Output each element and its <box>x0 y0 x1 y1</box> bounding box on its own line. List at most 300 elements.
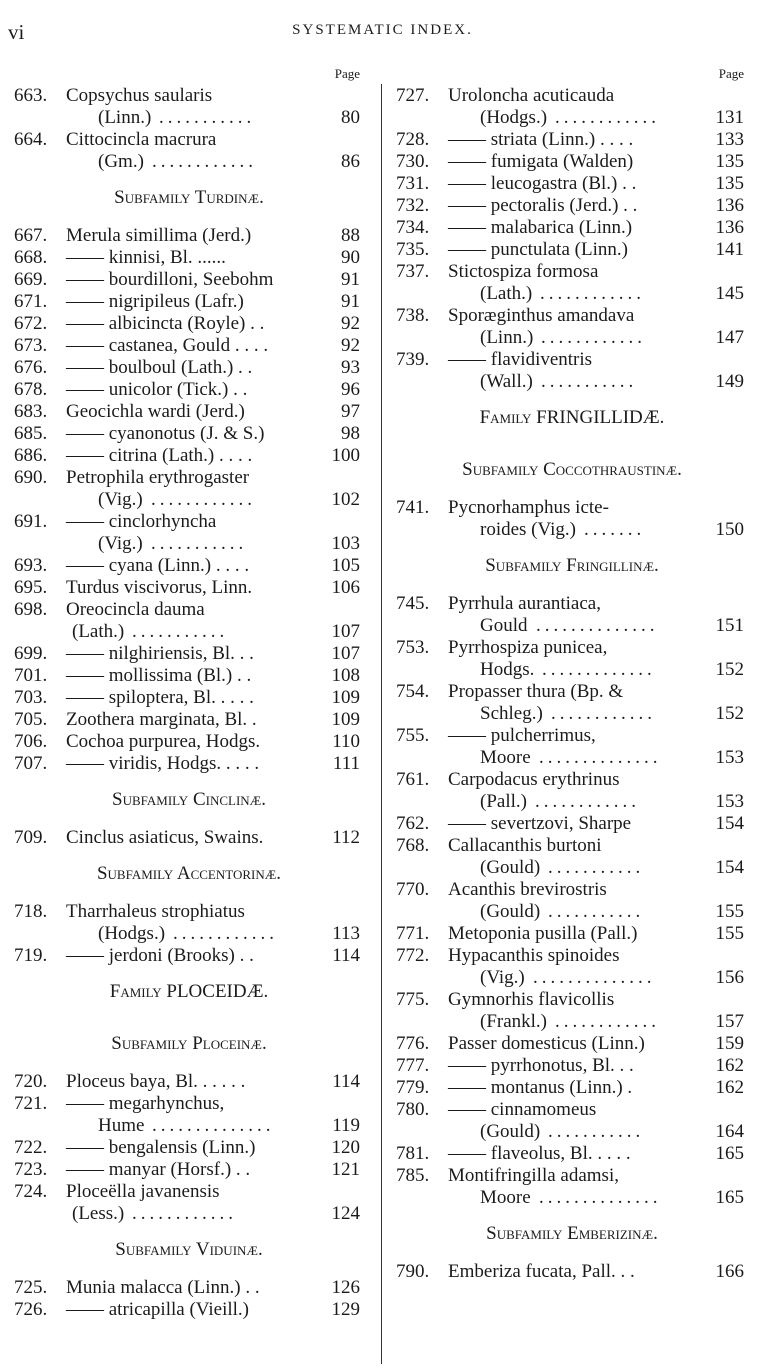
entry-number: 719. <box>14 945 48 966</box>
entry-name: —— cinclorhyncha <box>66 511 217 532</box>
entry-number: 776. <box>396 1033 430 1054</box>
leader-dots: ............ <box>555 1011 660 1032</box>
index-entry <box>14 827 364 849</box>
page-ref: 114 <box>332 1071 360 1092</box>
index-entry <box>396 107 748 129</box>
entry-authority: Gould <box>480 615 528 636</box>
index-entry <box>396 725 748 747</box>
leader-dots: ............ <box>173 923 278 944</box>
page-ref: 91 <box>341 269 360 290</box>
entry-name: Passer domesticus (Linn.) <box>448 1033 645 1054</box>
page-ref: 149 <box>715 371 744 392</box>
entry-name: Carpodacus erythrinus <box>448 769 620 790</box>
index-entry <box>396 1077 748 1099</box>
index-entry <box>396 173 748 195</box>
page-ref: 109 <box>331 709 360 730</box>
index-entry <box>396 327 748 349</box>
section-heading: Subfamily Fringillinæ. <box>485 555 659 576</box>
entry-authority: (Lath.) <box>480 283 533 304</box>
entry-number: 671. <box>14 291 48 312</box>
index-entry <box>14 555 364 577</box>
entry-name: Ploceus baya, Bl. . . . . . <box>66 1071 246 1092</box>
page-ref: 164 <box>715 1121 744 1142</box>
page-ref: 166 <box>715 1261 744 1282</box>
index-entry <box>396 371 748 393</box>
page-ref: 105 <box>331 555 360 576</box>
entry-name: Propasser thura (Bp. & <box>448 681 624 702</box>
page-ref: 162 <box>715 1055 744 1076</box>
page-ref: 155 <box>715 923 744 944</box>
entry-number: 703. <box>14 687 48 708</box>
index-entry <box>396 1055 748 1077</box>
index-entry <box>14 401 364 423</box>
leader-dots: ............ <box>152 151 257 172</box>
index-entry <box>14 423 364 445</box>
page-ref: 153 <box>715 747 744 768</box>
entry-name: —— leucogastra (Bl.) . . <box>448 173 637 194</box>
entry-name: —— castanea, Gould . . . . <box>66 335 269 356</box>
entry-number: 705. <box>14 709 48 730</box>
entry-number: 686. <box>14 445 48 466</box>
index-entry <box>14 1181 364 1203</box>
index-entry <box>396 519 748 541</box>
section-heading: Subfamily Viduinæ. <box>115 1239 263 1260</box>
entry-number: 701. <box>14 665 48 686</box>
index-entry <box>396 923 748 945</box>
index-entry <box>396 1011 748 1033</box>
index-entry <box>396 857 748 879</box>
entry-authority: (Vig.) <box>480 967 525 988</box>
page-ref: 129 <box>331 1299 360 1320</box>
leader-dots: .............. <box>539 747 662 768</box>
index-entry <box>14 643 364 665</box>
entry-name: —— manyar (Horsf.) . . <box>66 1159 251 1180</box>
index-entry <box>14 85 364 107</box>
index-entry <box>396 747 748 769</box>
entry-name: Oreocincla dauma <box>66 599 205 620</box>
entry-authority: (Less.) <box>72 1203 125 1224</box>
page-ref: 156 <box>715 967 744 988</box>
index-entry <box>14 1115 364 1137</box>
entry-name: —— severtzovi, Sharpe <box>448 813 632 834</box>
leader-dots: .............. <box>539 1187 662 1208</box>
index-entry <box>396 85 748 107</box>
index-entry <box>396 989 748 1011</box>
index-entry <box>14 291 364 313</box>
page-ref: 136 <box>715 195 744 216</box>
entry-number: 739. <box>396 349 430 370</box>
entry-number: 777. <box>396 1055 430 1076</box>
entry-authority: (Hodgs.) <box>98 923 166 944</box>
index-entry <box>396 945 748 967</box>
index-entry <box>14 467 364 489</box>
section-heading: Family FRINGILLIDÆ. <box>479 407 665 428</box>
page-ref: 96 <box>341 379 360 400</box>
leader-dots: ........... <box>151 533 248 554</box>
index-entry <box>14 1277 364 1299</box>
entry-name: Sporæginthus amandava <box>448 305 635 326</box>
entry-name: Cinclus asiaticus, Swains. <box>66 827 264 848</box>
entry-number: 723. <box>14 1159 48 1180</box>
entry-number: 722. <box>14 1137 48 1158</box>
entry-number: 668. <box>14 247 48 268</box>
entry-number: 754. <box>396 681 430 702</box>
page-ref: 109 <box>331 687 360 708</box>
page-ref: 100 <box>331 445 360 466</box>
entry-authority: (Gould) <box>480 857 541 878</box>
page-ref: 91 <box>341 291 360 312</box>
page-ref: 133 <box>715 129 744 150</box>
entry-authority: (Vig.) <box>98 533 143 554</box>
page-ref: 110 <box>332 731 360 752</box>
page-ref: 151 <box>715 615 744 636</box>
page-ref: 124 <box>331 1203 360 1224</box>
entry-number: 737. <box>396 261 430 282</box>
page-ref: 165 <box>715 1143 744 1164</box>
entry-name: Ploceëlla javanensis <box>66 1181 220 1202</box>
index-entry <box>396 129 748 151</box>
page-ref: 107 <box>331 621 360 642</box>
entry-authority: Moore <box>480 1187 531 1208</box>
entry-name: —— viridis, Hodgs. . . . . <box>66 753 260 774</box>
page-ref: 136 <box>715 217 744 238</box>
section-heading: Family PLOCEIDÆ. <box>109 981 269 1002</box>
entry-name: Zoothera marginata, Bl. . <box>66 709 257 730</box>
index-entry <box>396 813 748 835</box>
entry-name: —— punctulata (Linn.) <box>448 239 628 260</box>
index-entry <box>396 1187 748 1209</box>
index-entry <box>14 753 364 775</box>
page-title: SYSTEMATIC INDEX. <box>292 22 473 38</box>
entry-number: 728. <box>396 129 430 150</box>
entry-number: 725. <box>14 1277 48 1298</box>
leader-dots: ........... <box>132 621 229 642</box>
column-divider <box>381 84 382 1364</box>
entry-number: 676. <box>14 357 48 378</box>
page-ref: 159 <box>715 1033 744 1054</box>
page-column-label: Page <box>334 66 360 81</box>
entry-name: Pyrrhula aurantiaca, <box>448 593 601 614</box>
page-ref: 112 <box>332 827 360 848</box>
entry-name: —— flavidiventris <box>448 349 593 370</box>
page-header <box>0 20 765 44</box>
index-entry <box>14 489 364 511</box>
entry-name: Acanthis brevirostris <box>448 879 607 900</box>
leader-dots: ........... <box>548 1121 645 1142</box>
entry-authority: (Vig.) <box>98 489 143 510</box>
entry-number: 762. <box>396 813 430 834</box>
page-ref: 162 <box>715 1077 744 1098</box>
entry-number: 771. <box>396 923 430 944</box>
entry-name: Emberiza fucata, Pall. . . <box>448 1261 635 1282</box>
leader-dots: ............ <box>551 703 656 724</box>
leader-dots: .............. <box>533 967 656 988</box>
entry-number: 745. <box>396 593 430 614</box>
entry-name: Turdus viscivorus, Linn. <box>66 577 253 598</box>
page-ref: 120 <box>331 1137 360 1158</box>
entry-name: —— montanus (Linn.) . <box>448 1077 633 1098</box>
index-entry <box>396 967 748 989</box>
entry-number: 678. <box>14 379 48 400</box>
entry-number: 732. <box>396 195 430 216</box>
entry-authority: Schleg.) <box>480 703 543 724</box>
entry-name: —— nigripileus (Lafr.) <box>66 291 244 312</box>
page-ref: 88 <box>341 225 360 246</box>
entry-number: 730. <box>396 151 430 172</box>
index-entry <box>14 379 364 401</box>
index-entry <box>14 533 364 555</box>
entry-name: Cochoa purpurea, Hodgs. <box>66 731 261 752</box>
page-ref: 153 <box>715 791 744 812</box>
entry-name: —— albicincta (Royle) . . <box>66 313 265 334</box>
index-entry <box>14 621 364 643</box>
index-entry <box>14 313 364 335</box>
page-ref: 165 <box>715 1187 744 1208</box>
entry-number: 785. <box>396 1165 430 1186</box>
leader-dots: ............ <box>540 283 645 304</box>
entry-name: Munia malacca (Linn.) . . <box>66 1277 260 1298</box>
entry-name: Gymnorhis flavicollis <box>448 989 615 1010</box>
entry-number: 772. <box>396 945 430 966</box>
entry-name: —— nilghiriensis, Bl. . . <box>66 643 254 664</box>
index-entry <box>14 1137 364 1159</box>
entry-name: —— bengalensis (Linn.) <box>66 1137 256 1158</box>
index-entry <box>14 335 364 357</box>
index-entry <box>396 615 748 637</box>
index-entry <box>396 593 748 615</box>
entry-name: —— kinnisi, Bl. ...... <box>66 247 226 268</box>
entry-number: 707. <box>14 753 48 774</box>
page-ref: 145 <box>715 283 744 304</box>
index-entry <box>396 901 748 923</box>
entry-number: 779. <box>396 1077 430 1098</box>
entry-number: 721. <box>14 1093 48 1114</box>
index-entry <box>396 703 748 725</box>
entry-number: 734. <box>396 217 430 238</box>
entry-number: 663. <box>14 85 48 106</box>
entry-name: —— jerdoni (Brooks) . . <box>66 945 254 966</box>
page-ref: 155 <box>715 901 744 922</box>
entry-authority: (Gould) <box>480 1121 541 1142</box>
index-entry <box>14 1203 364 1225</box>
entry-authority: (Gould) <box>480 901 541 922</box>
entry-number: 699. <box>14 643 48 664</box>
entry-authority: Hume <box>98 1115 145 1136</box>
entry-number: 761. <box>396 769 430 790</box>
index-entry <box>14 445 364 467</box>
page-ref: 152 <box>715 703 744 724</box>
leader-dots: ............ <box>151 489 256 510</box>
leader-dots: ............ <box>555 107 660 128</box>
index-entry <box>396 879 748 901</box>
entry-number: 727. <box>396 85 430 106</box>
leader-dots: ............. <box>542 659 656 680</box>
index-entry <box>14 247 364 269</box>
index-entry <box>14 923 364 945</box>
entry-name: —— flaveolus, Bl. . . . . <box>448 1143 631 1164</box>
index-entry <box>14 1299 364 1321</box>
entry-name: —— pectoralis (Jerd.) . . <box>448 195 638 216</box>
index-entry <box>14 129 364 151</box>
page-ref: 103 <box>331 533 360 554</box>
page-ref: 93 <box>341 357 360 378</box>
entry-number: 693. <box>14 555 48 576</box>
index-entry <box>14 1159 364 1181</box>
entry-number: 664. <box>14 129 48 150</box>
entry-name: —— fumigata (Walden) <box>448 151 634 172</box>
index-entry <box>396 659 748 681</box>
page-ref: 154 <box>715 857 744 878</box>
entry-number: 691. <box>14 511 48 532</box>
entry-name: —— unicolor (Tick.) . . <box>66 379 248 400</box>
leader-dots: ........... <box>548 857 645 878</box>
entry-number: 768. <box>396 835 430 856</box>
entry-number: 683. <box>14 401 48 422</box>
entry-name: —— citrina (Lath.) . . . . <box>66 445 253 466</box>
index-entry <box>396 835 748 857</box>
index-entry <box>14 901 364 923</box>
page-ref: 107 <box>331 643 360 664</box>
index-entry <box>396 1033 748 1055</box>
entry-number: 706. <box>14 731 48 752</box>
page-ref: 92 <box>341 313 360 334</box>
index-entry <box>396 239 748 261</box>
index-entry <box>396 217 748 239</box>
entry-name: Uroloncha acuticauda <box>448 85 615 106</box>
index-entry <box>396 637 748 659</box>
section-heading: Subfamily Accentorinæ. <box>96 863 282 884</box>
index-entry <box>14 225 364 247</box>
entry-authority: Moore <box>480 747 531 768</box>
page-ref: 147 <box>715 327 744 348</box>
page-ref: 114 <box>332 945 360 966</box>
entry-name: —— cyana (Linn.) . . . . <box>66 555 250 576</box>
index-entry <box>14 731 364 753</box>
entry-number: 685. <box>14 423 48 444</box>
index-entry <box>14 151 364 173</box>
index-entry <box>14 577 364 599</box>
index-entry <box>396 497 748 519</box>
page-ref: 102 <box>331 489 360 510</box>
index-entry <box>396 195 748 217</box>
entry-name: Metoponia pusilla (Pall.) <box>448 923 638 944</box>
entry-name: Stictospiza formosa <box>448 261 599 282</box>
entry-name: Cittocincla macrura <box>66 129 217 150</box>
entry-number: 738. <box>396 305 430 326</box>
entry-name: —— striata (Linn.) . . . . <box>448 129 634 150</box>
entry-name: Tharrhaleus strophiatus <box>66 901 245 922</box>
leader-dots: ............ <box>132 1203 237 1224</box>
entry-number: 669. <box>14 269 48 290</box>
page-ref: 141 <box>715 239 744 260</box>
page-ref: 106 <box>331 577 360 598</box>
entry-authority: (Lath.) <box>72 621 125 642</box>
index-entry <box>14 709 364 731</box>
entry-name: Callacanthis burtoni <box>448 835 602 856</box>
entry-name: Pyrrhospiza punicea, <box>448 637 608 658</box>
entry-number: 735. <box>396 239 430 260</box>
entry-name: Petrophila erythrogaster <box>66 467 250 488</box>
leader-dots: ....... <box>584 519 646 540</box>
index-entry <box>14 599 364 621</box>
index-entry <box>396 681 748 703</box>
page-ref: 157 <box>715 1011 744 1032</box>
page-ref: 119 <box>332 1115 360 1136</box>
entry-number: 755. <box>396 725 430 746</box>
entry-name: —— malabarica (Linn.) <box>448 217 633 238</box>
page-ref: 131 <box>715 107 744 128</box>
page-number: vi <box>8 20 25 44</box>
section-heading: Subfamily Emberizinæ. <box>486 1223 658 1244</box>
entry-number: 720. <box>14 1071 48 1092</box>
index-entry <box>14 269 364 291</box>
page-ref: 80 <box>341 107 360 128</box>
entry-name: —— mollissima (Bl.) . . <box>66 665 252 686</box>
page-ref: 152 <box>715 659 744 680</box>
entry-number: 690. <box>14 467 48 488</box>
section-heading: Subfamily Cinclinæ. <box>112 789 266 810</box>
leader-dots: ............ <box>535 791 640 812</box>
page-ref: 86 <box>341 151 360 172</box>
index-entry <box>14 107 364 129</box>
page-column-label: Page <box>718 66 744 81</box>
entry-name: Copsychus saularis <box>66 85 213 106</box>
entry-authority: (Hodgs.) <box>480 107 548 128</box>
page-ref: 135 <box>715 151 744 172</box>
entry-number: 770. <box>396 879 430 900</box>
entry-number: 731. <box>396 173 430 194</box>
index-entry <box>396 791 748 813</box>
entry-name: —— cinnamomeus <box>448 1099 597 1120</box>
page-ref: 150 <box>715 519 744 540</box>
entry-name: Montifringilla adamsi, <box>448 1165 619 1186</box>
entry-name: Pycnorhamphus icte- <box>448 497 609 518</box>
index-entry <box>14 1071 364 1093</box>
entry-number: 753. <box>396 637 430 658</box>
index-entry <box>396 283 748 305</box>
index-entry <box>396 151 748 173</box>
page-ref: 92 <box>341 335 360 356</box>
entry-name: Geocichla wardi (Jerd.) <box>66 401 245 422</box>
index-entry <box>396 1121 748 1143</box>
page-ref: 90 <box>341 247 360 268</box>
page-ref: 126 <box>331 1277 360 1298</box>
entry-name: —— megarhynchus, <box>66 1093 225 1114</box>
entry-name: Merula simillima (Jerd.) <box>66 225 252 246</box>
index-entry <box>396 1165 748 1187</box>
leader-dots: .............. <box>152 1115 275 1136</box>
entry-name: —— pulcherrimus, <box>448 725 596 746</box>
index-entry <box>396 305 748 327</box>
entry-name: —— bourdilloni, Seebohm <box>66 269 274 290</box>
entry-authority: (Linn.) <box>480 327 534 348</box>
entry-name: —— cyanonotus (J. & S.) <box>66 423 265 444</box>
entry-number: 667. <box>14 225 48 246</box>
entry-name: Hypacanthis spinoides <box>448 945 620 966</box>
entry-number: 698. <box>14 599 48 620</box>
leader-dots: ............ <box>541 327 646 348</box>
entry-number: 741. <box>396 497 430 518</box>
entry-number: 695. <box>14 577 48 598</box>
page-ref: 97 <box>341 401 360 422</box>
page-ref: 154 <box>715 813 744 834</box>
index-entry <box>14 687 364 709</box>
page-ref: 111 <box>332 753 360 774</box>
entry-authority: (Pall.) <box>480 791 527 812</box>
index-entry <box>396 1099 748 1121</box>
entry-number: 781. <box>396 1143 430 1164</box>
leader-dots: .............. <box>536 615 659 636</box>
